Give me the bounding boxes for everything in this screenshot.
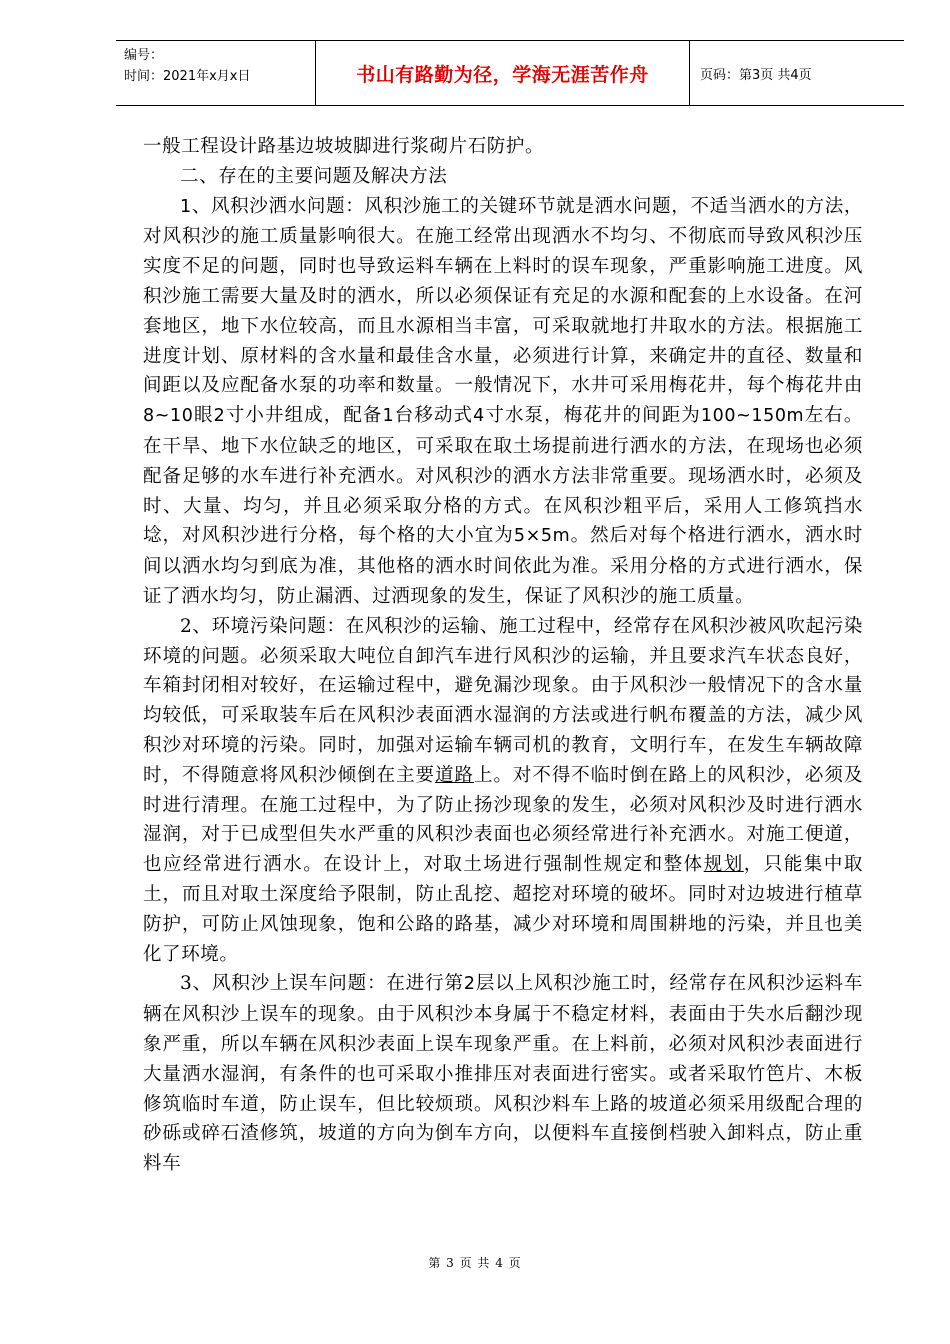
text-run: 眼: [193, 405, 214, 427]
underlined-link-planning[interactable]: 规划: [703, 854, 744, 876]
header-meta: [116, 41, 316, 105]
text-run: 上。对不得不临时倒在路上的风积沙，必须及时进行清理。在施工过程中，为了防止扬沙现象的发生，必须对风积沙及时进行洒水湿润，对于已成型但失水严重的风积沙表面也必须经常进行补充洒水。对施工便道，也应经常进行洒水。在设计上，对取土场进行强制性规定和整体: [143, 764, 863, 876]
paragraph-vehicle: [143, 969, 863, 1179]
paragraph-watering: [143, 192, 863, 612]
text-run: ，只能集中取土，而且对取土深度给予限制，防止乱挖、超挖对环境的破坏。同时对边坡进行植草防护，可防止风蚀现象，饱和公路的路基，减少对环境和周围耕地的污染，并且也美化了环境。: [143, 854, 863, 965]
list-number-1: 1: [180, 196, 192, 217]
number-run: 5×5m: [513, 526, 571, 547]
number-run: 4: [473, 406, 485, 427]
section-heading: 二、存在的主要问题及解决方法: [180, 165, 448, 187]
document-number-label: 编号：: [124, 48, 164, 63]
document-body: [143, 132, 863, 1179]
paragraph-pollution: [143, 612, 863, 970]
header-page-label: 页码：第3页 共4页: [700, 67, 812, 83]
underlined-link-road[interactable]: 道路: [435, 764, 474, 786]
number-run: 2: [463, 974, 476, 995]
paragraph-intro: 一般工程设计路基边坡坡脚进行浆砌片石防护。: [143, 136, 545, 157]
text-run: 寸水泵，梅花井的间距为: [484, 405, 701, 427]
text-run: 台移动式: [394, 405, 474, 427]
text-run: 3、风积沙上误车问题：在进行第: [180, 973, 464, 995]
text-run: 。然后对每个格进行洒水，洒水时间以洒水均匀到底为准，其他格的洒水时间依此为准。采用分格的方式进行洒水，保证了洒水均匀，防止漏洒、过洒现象的发生，保证了风积沙的施工质量。: [143, 525, 863, 607]
number-run: 2: [213, 406, 226, 427]
header-motto: 书山有路勤为径，学海无涯苦作舟: [316, 41, 690, 105]
text-run: 、风积沙洒水问题：风积沙施工的关键环节就是洒水问题，不适当洒水的方法，对风积沙的施工质量影响很大。在施工经常出现洒水不均匀、不彻底而导致风积沙压实度不足的问题，同时也导致运料车辆在上料时的误车现象，严重影响施工进度。风积沙施工需要大量及时的洒水，所以必须保证有充足的水源和配套的上水设备。在河套地区，地下水位较高，而且水源相当丰富，可采取就地打井取水的方法。根据施工进度计划、原材料的含水量和最佳含水量，必须进行计算，来确定井的直径、数量和间距以及应配备水泵的功率和数量。一般情况下，水井可采用梅花井，每个梅花井由: [143, 195, 863, 397]
text-run: 左右。在干旱、地下水位缺乏的地区，可采取在取土场提前进行洒水的方法，在现场也必须配备足够的水车进行补充洒水。对风积沙的洒水方法非常重要。现场洒水时，必须及时、大量、均匀，并且必须采取分格的方式。在风积沙粗平后，采用人工修筑挡水埝，对风积沙进行分格，每个格的大小宜为: [143, 405, 863, 547]
page-header: [116, 40, 904, 106]
number-run: 100~150m: [700, 406, 805, 427]
text-run: 2、环境污染问题：在风积沙的运输、施工过程中，经常存在风积沙被风吹起污染环境的问题。必须采取大吨位自卸汽车进行风积沙的运输，并且要求汽车状态良好，车箱封闭相对较好，在运输过程中，避免漏沙现象。由于风积沙一般情况下的含水量均较低，可采取装车后在风积沙表面洒水湿润的方法或进行帆布覆盖的方法，减少风积沙对环境的污染。同时，加强对运输车辆司机的教育，文明行车，在发生车辆故障时，不得随意将风积沙倾倒在主要: [143, 615, 863, 786]
page-footer: 第 3 页 共 4 页: [428, 1256, 522, 1270]
number-run: 8~10: [143, 406, 194, 427]
text-run: 寸小井组成，配备: [225, 405, 383, 427]
text-run: 层以上风积沙施工时，经常存在风积沙运料车辆在风积沙上误车的现象。由于风积沙本身属于不稳定材料，表面由于失水后翻沙现象严重，所以车辆在风积沙表面上误车现象严重。在上料前，必须对风积沙表面进行大量洒水湿润，有条件的也可采取小推排压对表面进行密实。或者采取竹笆片、木板修筑临时车道，防止误车，但比较烦琐。风积沙料车上路的坡道必须采用级配合理的砂砾或碎石渣修筑，坡道的方向为倒车方向，以便料车直接倒档驶入卸料点，防止重料车: [143, 973, 863, 1175]
document-time-label: 时间：2021年x月x日: [124, 69, 251, 84]
number-run: 1: [382, 406, 395, 427]
